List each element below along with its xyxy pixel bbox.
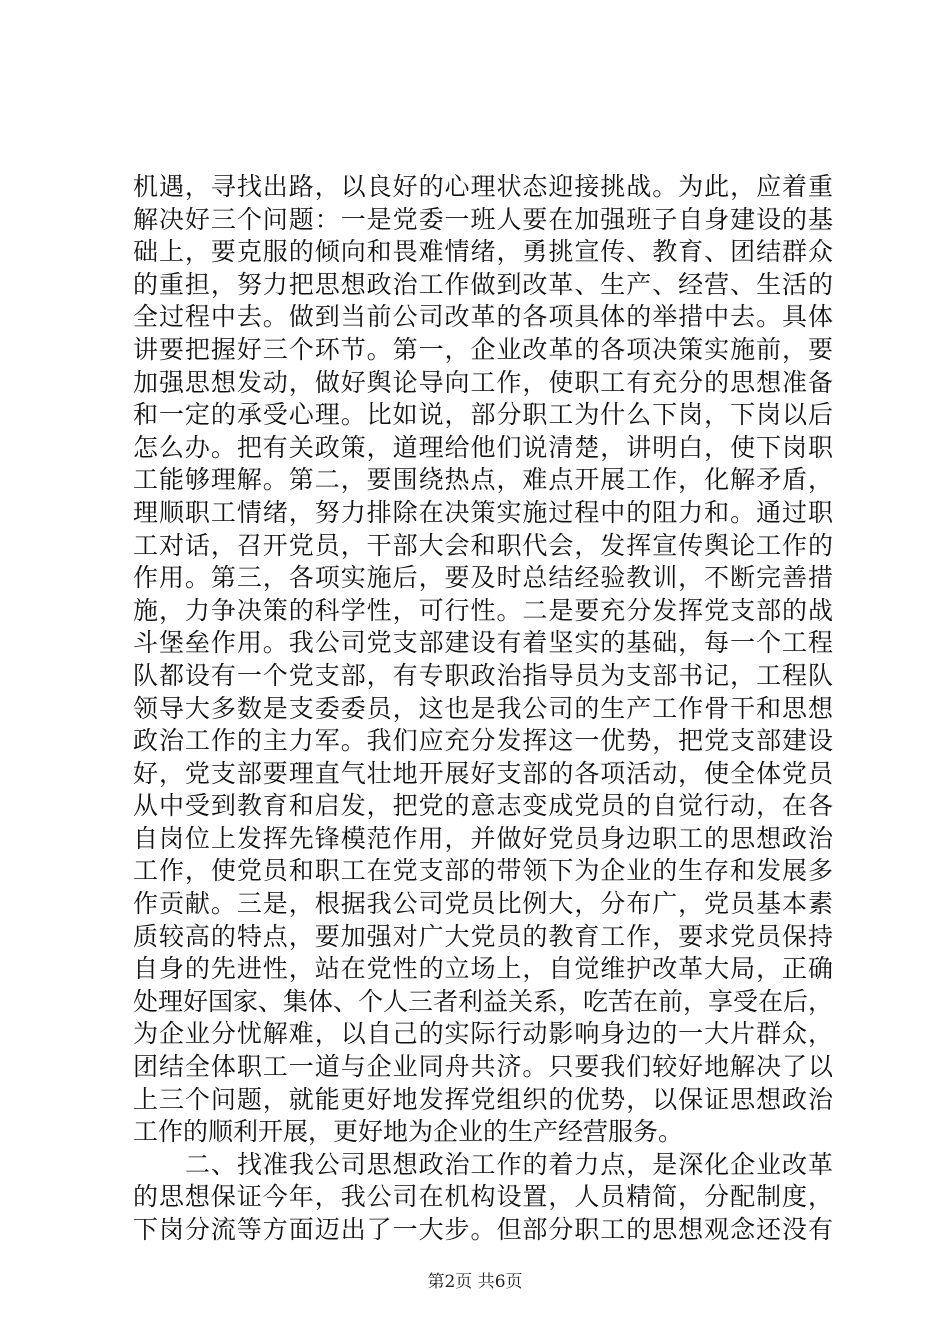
- text-line: 作用。第三，各项实施后，要及时总结经验教训，不断完善措: [133, 563, 833, 593]
- text-line: 自身的先进性，站在党性的立场上，自觉维护改革大局，正确: [133, 954, 833, 984]
- paragraph-end-line: 工作的顺利开展，更好地为企业的生产经营服务。: [133, 1117, 684, 1147]
- text-line: 怎么办。把有关政策，道理给他们说清楚，讲明白，使下岗职: [133, 432, 833, 462]
- text-line: 工对话，召开党员，干部大会和职代会，发挥宣传舆论工作的: [133, 530, 833, 560]
- text-line: 讲要把握好三个环节。第一，企业改革的各项决策实施前，要: [133, 334, 833, 364]
- text-line: 机遇，寻找出路，以良好的心理状态迎接挑战。为此，应着重: [133, 172, 833, 201]
- text-line: 施，力争决策的科学性，可行性。二是要充分发挥党支部的战: [133, 595, 833, 625]
- text-line: 理顺职工情绪，努力排除在决策实施过程中的阻力和。通过职: [133, 497, 833, 527]
- text-line: 好，党支部要理直气壮地开展好支部的各项活动，使全体党员: [133, 758, 833, 788]
- text-line: 斗堡垒作用。我公司党支部建设有着坚实的基础，每一个工程: [133, 628, 833, 658]
- text-line: 自岗位上发挥先锋模范作用，并做好党员身边职工的思想政治: [133, 823, 833, 853]
- text-line: 处理好国家、集体、个人三者利益关系，吃苦在前，享受在后，: [133, 986, 833, 1016]
- page-footer: 第2页 共6页: [427, 1272, 523, 1292]
- text-line: 从中受到教育和启发，把党的意志变成党员的自觉行动，在各: [133, 791, 833, 821]
- text-line: 团结全体职工一道与企业同舟共济。只要我们较好地解决了以: [133, 1052, 833, 1082]
- text-line: 工能够理解。第二，要围绕热点，难点开展工作，化解矛盾，: [133, 465, 833, 495]
- text-line: 领导大多数是支委委员，这也是我公司的生产工作骨干和思想: [133, 693, 833, 723]
- text-line: 和一定的承受心理。比如说，部分职工为什么下岗，下岗以后: [133, 400, 833, 430]
- text-line: 下岗分流等方面迈出了一大步。但部分职工的思想观念还没有: [133, 1215, 833, 1244]
- text-line: 队都设有一个党支部，有专职政治指导员为支部书记，工程队: [133, 660, 833, 690]
- text-line: 全过程中去。做到当前公司改革的各项具体的举措中去。具体: [133, 302, 833, 332]
- body-text: [133, 171, 833, 1247]
- text-line: 加强思想发动，做好舆论导向工作，使职工有充分的思想准备: [133, 367, 833, 397]
- text-line: 的重担，努力把思想政治工作做到改革、生产、经营、生活的: [133, 269, 833, 299]
- text-line: 为企业分忧解难，以自己的实际行动影响身边的一大片群众，: [133, 1019, 833, 1049]
- text-line: 政治工作的主力军。我们应充分发挥这一优势，把党支部建设: [133, 726, 833, 756]
- text-line: 上三个问题，就能更好地发挥党组织的优势，以保证思想政治: [133, 1084, 833, 1114]
- text-line: 解决好三个问题：一是党委一班人要在加强班子自身建设的基: [133, 204, 833, 234]
- text-line: 工作，使党员和职工在党支部的带领下为企业的生存和发展多: [133, 856, 833, 886]
- text-line: 的思想保证今年，我公司在机构设置，人员精简，分配制度，: [133, 1182, 833, 1212]
- text-line: 作贡献。三是，根据我公司党员比例大，分布广，党员基本素: [133, 889, 833, 919]
- text-line: 础上，要克服的倾向和畏难情绪，勇挑宣传、教育、团结群众: [133, 237, 833, 267]
- text-line: 质较高的特点，要加强对广大党员的教育工作，要求党员保持: [133, 921, 833, 951]
- paragraph-start-line: 二、找准我公司思想政治工作的着力点，是深化企业改革: [185, 1149, 833, 1179]
